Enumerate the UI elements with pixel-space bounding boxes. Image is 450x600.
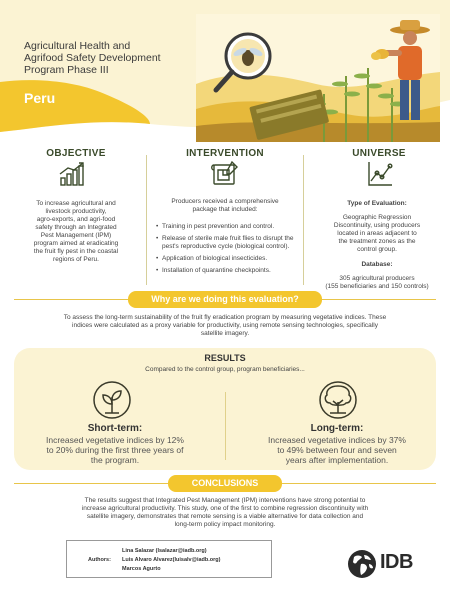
text-line: satellite imagery. [200, 330, 250, 337]
banner-rule [316, 299, 436, 300]
results-subtitle: Compared to the control group, program beneficiaries... [145, 366, 305, 373]
database-label: Database: [361, 261, 393, 268]
farmer-illustration [196, 14, 440, 142]
text-line: Geographic Regression [342, 214, 412, 221]
short-term-text [20, 435, 210, 465]
text-line: • Release of sterile male fruit flies to disrupt the [162, 235, 294, 242]
text-line: To assess the long-term sustainability of the fruit fly eradication program by measuring vegetative indices. These [63, 314, 387, 321]
objective-text [18, 200, 134, 264]
text-line: (155 beneficiaries and 150 controls) [325, 283, 429, 290]
short-term-heading: Short-term: [87, 423, 143, 434]
text-line: to 49% between four and seven [277, 445, 397, 455]
program-title-line: Agrifood Safety Development [24, 52, 161, 64]
text-line: Training in pest prevention and control. [162, 223, 275, 230]
text-line: pest's reproductive cycle (biological control). [162, 243, 290, 250]
text-line: the fruit fly pest in the coastal [33, 248, 119, 255]
line-chart-icon [366, 160, 394, 188]
long-term-heading: Long-term: [310, 423, 364, 434]
list-item [156, 235, 302, 251]
text-line: the program. [90, 455, 140, 465]
text-line: long-term policy impact monitoring. [174, 521, 276, 528]
column-divider [146, 155, 147, 285]
text-line: agro-exports, and agri-food [36, 216, 116, 223]
program-title-line: Program Phase III [24, 64, 109, 76]
text-line: Pest Management (IPM) [40, 232, 112, 239]
grown-tree-icon [318, 380, 358, 420]
text-line: control group. [357, 246, 397, 253]
text-line: located in areas adjacent to [337, 230, 417, 237]
banner-rule [276, 483, 436, 484]
text-line: Producers received a comprehensive [171, 198, 279, 205]
conclusions-text [40, 497, 410, 529]
why-banner: Why are we doing this evaluation? [128, 291, 322, 308]
text-line: the treatment zones as the [338, 238, 416, 245]
list-item [156, 223, 302, 231]
text-line: package that included: [192, 206, 258, 213]
text-line: to 20% during the first three years of [46, 445, 184, 455]
text-line: Increased vegetative indices by 12% [46, 435, 184, 445]
authors-label: Authors: [88, 557, 111, 563]
text-line: To increase agricultural and [36, 200, 116, 207]
young-tree-icon [92, 380, 132, 420]
column-divider [303, 155, 304, 285]
text-line: livestock productivity, [45, 208, 107, 215]
author-name: Luis Alvaro Alvarez(luisalv@iadb.org) [122, 557, 221, 563]
text-line: Discontinuity, using producers [333, 222, 421, 229]
results-heading: RESULTS [204, 353, 246, 363]
results-divider [225, 392, 226, 460]
blueprint-icon [211, 160, 239, 188]
universe-heading: UNIVERSE [352, 148, 406, 159]
universe-text [312, 200, 442, 291]
list-item [156, 267, 302, 275]
program-title-line: Agricultural Health and [24, 40, 131, 52]
text-line: The results suggest that Integrated Pest Management (IPM) interventions have strong potential to [84, 497, 366, 504]
long-term-text [240, 435, 434, 465]
intervention-heading: INTERVENTION [186, 148, 264, 159]
text-line: indices were calculated as a proxy variable for productivity, using remote sensing technologies, specifically [72, 322, 378, 329]
author-name: Lina Salazar (lsalazar@iadb.org) [122, 548, 207, 554]
banner-rule [14, 483, 174, 484]
why-text [30, 314, 420, 338]
text-line: Installation of quarantine checkpoints. [162, 267, 271, 274]
text-line: Application of biological insecticides. [162, 255, 268, 262]
objective-heading: OBJECTIVE [46, 148, 106, 159]
text-line: years after implementation. [285, 455, 389, 465]
banner-rule [14, 299, 134, 300]
intervention-intro [160, 198, 290, 214]
program-title [24, 40, 204, 76]
intervention-list [156, 223, 302, 279]
text-line: satellite imagery, demonstrates that remote sensing is a viable alternative for data collection and [86, 513, 364, 520]
list-item [156, 255, 302, 263]
growth-chart-icon [58, 160, 86, 188]
text-line: program aimed at eradicating [33, 240, 119, 247]
evaluation-type-label: Type of Evaluation: [347, 200, 407, 207]
text-line: increase agricultural productivity. This study, one of the first to combine regression discontinuity with [81, 505, 369, 512]
country-label: Peru [24, 90, 56, 106]
conclusions-banner: CONCLUSIONS [168, 475, 282, 492]
idb-logo-text: IDB [380, 551, 413, 573]
text-line: 305 agricultural producers [339, 275, 415, 282]
text-line: regions of Peru. [53, 256, 99, 263]
author-name: Marcos Agurto [122, 566, 161, 572]
header [0, 0, 450, 135]
text-line: Increased vegetative indices by 37% [268, 435, 406, 445]
text-line: safety through an Integrated [35, 224, 117, 231]
